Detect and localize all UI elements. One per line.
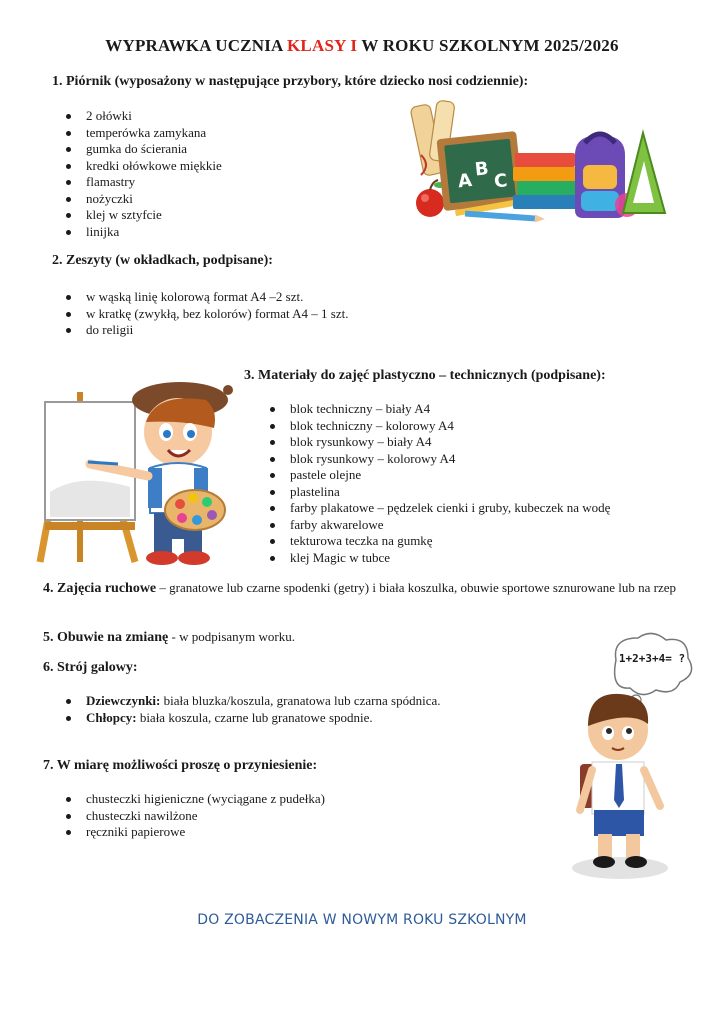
section-4-label: 4. Zajęcia ruchowe [43, 581, 157, 596]
list-item: farby akwarelowe [266, 517, 610, 534]
list-item: nożyczki [62, 191, 222, 208]
board-letter-c: C [493, 170, 509, 193]
section-7-list [62, 791, 325, 841]
section-2-list [62, 289, 348, 339]
list-item: linijka [62, 224, 222, 241]
easel-icon [40, 392, 135, 562]
footer-text: DO ZOBACZENIA W NOWYM ROKU SZKOLNYM [197, 912, 527, 928]
section-1-heading: 1. Piórnik (wyposażony w następujące przybory, które dziecko nosi codziennie): [52, 74, 529, 89]
title-highlight: KLASY I [287, 36, 358, 55]
list-item: blok techniczny – kolorowy A4 [266, 418, 610, 435]
section-5-paragraph [43, 628, 295, 646]
set-square-icon [623, 133, 665, 213]
list-item: gumka do ścierania [62, 141, 222, 158]
list-item: temperówka zamykana [62, 125, 222, 142]
list-item: blok techniczny – biały A4 [266, 401, 610, 418]
section-7-heading: 7. W miarę możliwości proszę o przyniesienie: [43, 758, 318, 773]
list-item: chusteczki higieniczne (wyciągane z pudełka) [62, 791, 325, 808]
list-item: do religii [62, 322, 348, 339]
chalkboard-icon [436, 131, 523, 211]
list-item: w kratkę (zwykłą, bez kolorów) format A4 – 1 szt. [62, 306, 348, 323]
girls-text: biała bluzka/koszula, granatowa lub czarna spódnica. [160, 693, 441, 708]
list-item [62, 693, 440, 710]
list-item: pastele olejne [266, 467, 610, 484]
section-4-text: – granatowe lub czarne spodenki (getry) i biała koszulka, obuwie sportowe sznurowane lub na rzep [156, 580, 676, 595]
title-part-1: WYPRAWKA UCZNIA [105, 36, 287, 55]
section-3-list [266, 401, 610, 566]
section-5-text: - w podpisanym worku. [168, 629, 295, 644]
list-item: 2 ołówki [62, 108, 222, 125]
books-icon [513, 153, 579, 209]
palette-icon [165, 490, 225, 530]
list-item: blok rysunkowy – kolorowy A4 [266, 451, 610, 468]
list-item: plastelina [266, 484, 610, 501]
list-item: tekturowa teczka na gumkę [266, 533, 610, 550]
section-2-heading: 2. Zeszyty (w okładkach, podpisane): [52, 253, 273, 268]
list-item: klej Magic w tubce [266, 550, 610, 567]
list-item [62, 710, 440, 727]
section-4-paragraph [43, 579, 683, 597]
section-1-list [62, 108, 222, 240]
list-item: w wąską linię kolorową format A4 –2 szt. [62, 289, 348, 306]
list-item: farby plakatowe – pędzelek cienki i gruby, kubeczek na wodę [266, 500, 610, 517]
painter-boy-illustration [30, 372, 245, 572]
list-item: klej w sztyfcie [62, 207, 222, 224]
section-5-label: 5. Obuwie na zmianę [43, 630, 169, 645]
list-item: ręczniki papierowe [62, 824, 325, 841]
thinking-boy-illustration [558, 630, 698, 890]
section-3-heading: 3. Materiały do zajęć plastyczno – technicznych (podpisane): [244, 368, 606, 383]
list-item: chusteczki nawilżone [62, 808, 325, 825]
school-supplies-illustration [395, 95, 685, 230]
page-title [0, 36, 724, 56]
board-letter-a: A [456, 169, 473, 193]
board-letter-b: B [473, 158, 490, 181]
boys-text: biała koszula, czarne lub granatowe spodnie. [136, 709, 373, 725]
thought-text: 1+2+3+4= ? [618, 652, 686, 665]
list-item: kredki ołówkowe miękkie [62, 158, 222, 175]
boys-label: Chłopcy: [86, 709, 137, 725]
section-6-heading: 6. Strój galowy: [43, 660, 138, 675]
title-part-2: W ROKU SZKOLNYM 2025/2026 [357, 36, 619, 55]
list-item: flamastry [62, 174, 222, 191]
section-6-list [62, 693, 440, 726]
girls-label: Dziewczynki: [86, 693, 161, 708]
schoolboy-icon [572, 694, 668, 879]
list-item: blok rysunkowy – biały A4 [266, 434, 610, 451]
